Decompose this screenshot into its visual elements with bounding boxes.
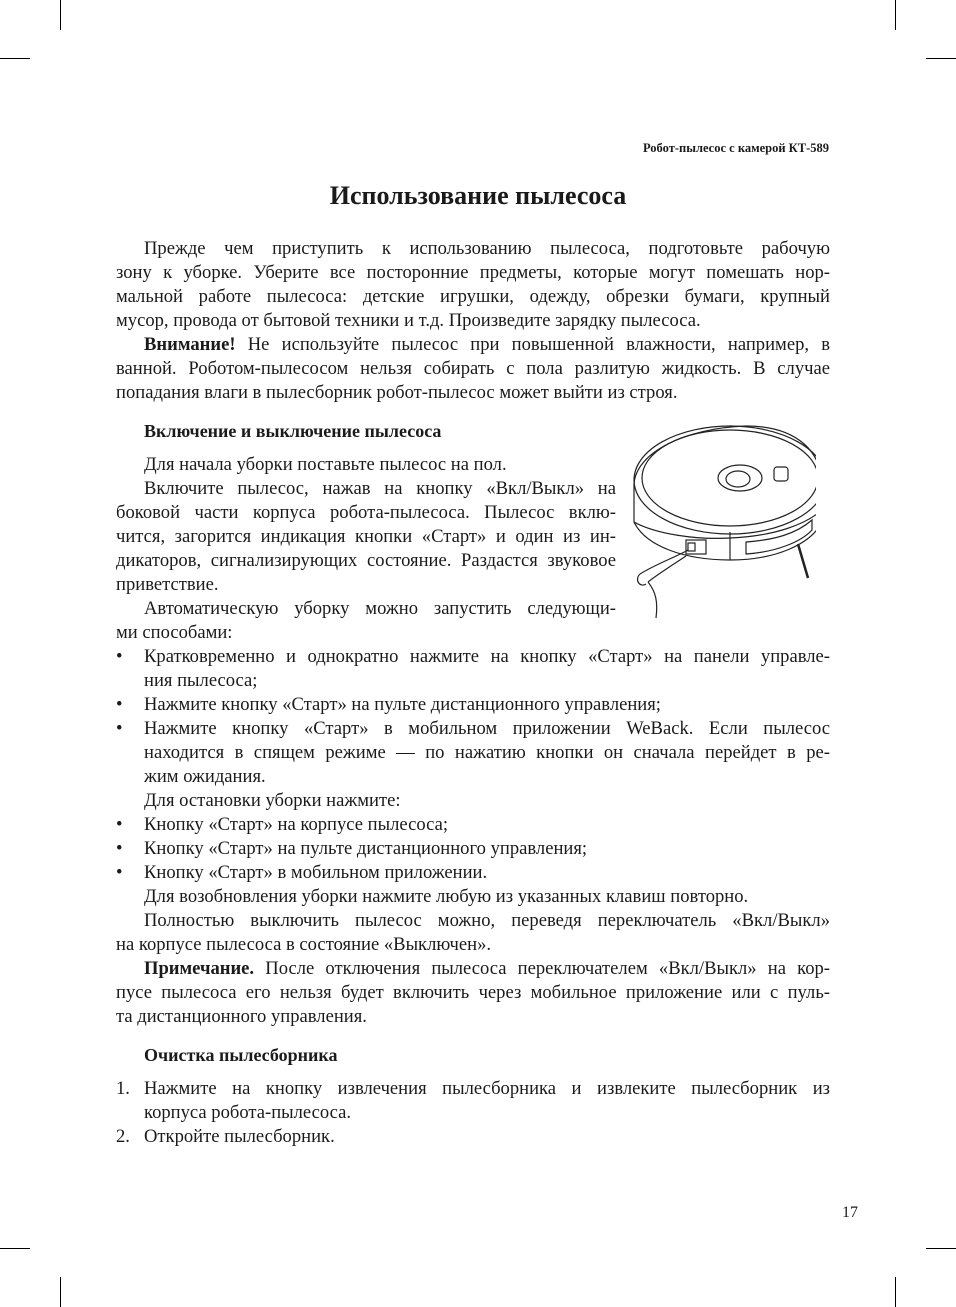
intro-text [116,237,830,405]
text-line [116,285,830,309]
crop-mark [0,58,30,59]
line-text: Нажмите кнопку «Старт» в мобильном приложении WeBack. Если пылесос [144,718,830,739]
text-line [116,909,830,933]
section-heading: Очистка пылесборника [144,1045,338,1065]
text-line [116,669,830,693]
line-text: Включите пылесос, нажав на кнопку «Вкл/Выкл» на [144,478,616,499]
paragraph [116,237,830,333]
section-heading: Включение и выключение пылесоса [144,421,442,441]
line-text: боковой части корпуса робота-пылесоса. Пылесос вклю- [116,502,616,523]
list-marker: 1. [116,1078,130,1099]
line-text: Не используйте пылесос при повышенной влажности, например, в [235,334,830,355]
text-line [116,357,830,381]
text-line [116,741,830,765]
dustbin-steps [116,1077,830,1149]
page-number: 17 [842,1204,858,1221]
line-text: После отключения пылесоса переключателем «Вкл/Выкл» на кор- [254,958,830,979]
text-line [116,933,830,957]
line-text: Полностью выключить пылесос можно, переведя переключатель «Вкл/Выкл» [144,910,830,931]
text-line [116,573,616,597]
line-text: ванной. Роботом-пылесосом нельзя собирать с пола разлитую жидкость. В случае [116,358,830,379]
line-text: зону к уборке. Уберите все посторонние предметы, которые могут помешать нор- [116,262,830,283]
list-item [116,837,830,861]
text-line [116,477,616,501]
paragraph [116,909,830,957]
line-text: пусе пылесоса его нельзя будет включить через мобильное приложение или с пуль- [116,982,830,1003]
text-line [116,885,830,909]
line-text: ния пылесоса; [144,670,258,691]
text-line [116,765,830,789]
list-item [116,645,830,693]
crop-mark [60,0,61,30]
text-line [116,693,830,717]
robot-vacuum-illustration [626,422,816,622]
text-line [116,837,830,861]
line-text: Кнопку «Старт» на пульте дистанционного управления; [144,838,588,859]
list-item [116,717,830,789]
text-line [116,645,830,669]
text-line [116,717,830,741]
paragraph [116,957,830,1029]
line-text: мальной работе пылесоса: детские игрушки, одежду, обрезки бумаги, крупный [116,286,830,307]
crop-mark [895,1277,896,1307]
text-line [116,381,830,405]
bold-lead: Примечание. [144,958,255,979]
line-text: Откройте пылесборник. [144,1126,335,1147]
line-text: дикаторов, сигнализирующих состояние. Раздастся звуковое [116,550,616,571]
line-text: Прежде чем приступить к использованию пылесоса, подготовьте рабочую [144,238,830,259]
line-text: Для начала уборки поставьте пылесос на пол. [144,454,507,475]
text-line [116,597,616,621]
text-line [116,957,830,981]
line-text: находится в спящем режиме — по нажатию кнопки он сначала перейдет в ре- [144,742,830,763]
list-item [116,693,830,717]
line-text: Нажмите на кнопку извлечения пылесборника и извлеките пылесборник из [144,1078,830,1099]
line-text: Нажмите кнопку «Старт» на пульте дистанционного управления; [144,694,661,715]
line-text: Кнопку «Старт» в мобильном приложении. [144,862,488,883]
list-marker: • [116,814,123,835]
line-text: чится, загорится индикация кнопки «Старт» и один из ин- [116,526,616,547]
text-line [116,1005,830,1029]
line-text: попадания влаги в пылесборник робот-пылесос может выйти из строя. [116,382,678,403]
text-line [116,621,616,645]
text-line [116,1125,830,1149]
text-line [116,309,830,333]
line-text: Кратковременно и однократно нажмите на кнопку «Старт» на панели управле- [144,646,830,667]
text-line [116,981,830,1005]
text-line [116,261,830,285]
list-item [116,813,830,837]
page-title: Использование пылесоса [329,181,627,210]
text-line [116,1077,830,1101]
list-item [116,861,830,885]
line-text: Кнопку «Старт» на корпусе пылесоса; [144,814,449,835]
crop-mark [926,58,956,59]
list-marker: • [116,718,123,739]
crop-mark [926,1248,956,1249]
list-item [116,1077,830,1125]
list-marker: • [116,646,123,667]
list-item [116,1125,830,1149]
line-text: корпуса робота-пылесоса. [144,1102,352,1123]
line-text: Для возобновления уборки нажмите любую из указанных клавиш повторно. [144,886,749,907]
line-text: приветствие. [116,574,219,595]
line-text: ми способами: [116,622,233,643]
running-header: Робот-пылесос с камерой КТ-589 [642,141,829,155]
paragraph [116,789,830,813]
paragraph [116,333,830,405]
text-line [116,333,830,357]
line-text: жим ожидания. [144,766,266,787]
text-line [116,1101,830,1125]
line-text: Для остановки уборки нажмите: [144,790,401,811]
list-marker: • [116,862,123,883]
text-line [116,453,616,477]
line-text: на корпусе пылесоса в состояние «Выключен». [116,934,492,955]
list-marker: 2. [116,1126,130,1147]
line-text: Автоматическую уборку можно запустить следующи- [144,598,616,619]
list-marker: • [116,838,123,859]
text-line [116,861,830,885]
text-line [116,813,830,837]
text-line [116,237,830,261]
text-line [116,525,616,549]
text-line [116,501,616,525]
paragraph [116,885,830,909]
line-text: та дистанционного управления. [116,1006,367,1027]
crop-mark [60,1277,61,1307]
text-line [116,789,830,813]
bold-lead: Внимание! [144,334,236,355]
crop-mark [0,1248,30,1249]
list-marker: • [116,694,123,715]
crop-mark [895,0,896,30]
line-text: мусор, провода от бытовой техники и т.д. Произведите зарядку пылесоса. [116,310,701,331]
text-line [116,549,616,573]
